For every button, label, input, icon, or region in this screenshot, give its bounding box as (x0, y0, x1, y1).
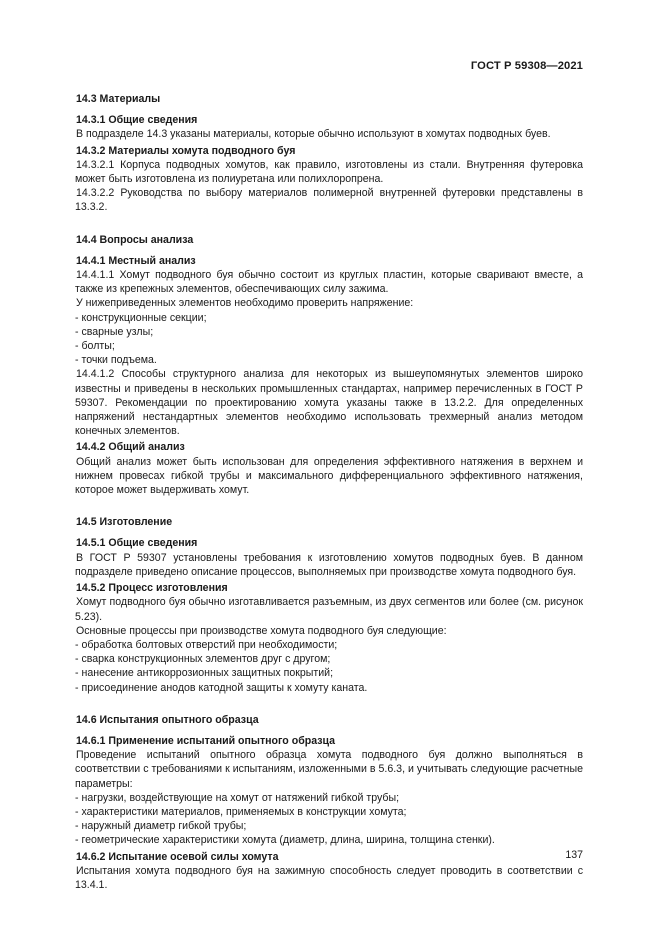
section-14-6-2-title: 14.6.2 Испытание осевой силы хомута (76, 850, 279, 863)
section-14-6-title: 14.6 Испытания опытного образца (76, 713, 259, 726)
section-14-5-1-text: В ГОСТ Р 59307 установлены требования к изготовлению хомутов подводных буев. В данном подразделе приведено описание процессов, выполняемых при производстве хомута подводного буя. (75, 551, 583, 578)
list-item: - нагрузки, воздействующие на хомут от натяжений гибкой трубы; (75, 791, 400, 804)
section-14-4-2-title: 14.4.2 Общий анализ (76, 441, 185, 454)
list-item: - присоединение анодов катодной защиты к хомуту каната. (75, 681, 368, 694)
list-item: - обработка болтовых отверстий при необходимости; (75, 638, 338, 651)
section-14-3-title: 14.3 Материалы (76, 93, 161, 105)
section-14-4-1-1-text: 14.4.1.1 Хомут подводного буя обычно состоит из круглых пластин, которые сваривают вместе, а также из крепежных элементов, обеспечивающих силу зажима. (75, 269, 583, 296)
page-content (75, 92, 583, 892)
section-14-5-2-p1-text: Хомут подводного буя обычно изготавливается разъемным, из двух сегментов или более (см. рисунок 5.23). (75, 596, 583, 623)
section-14-5-2-title: 14.5.2 Процесс изготовления (76, 582, 228, 595)
document-code-header: ГОСТ Р 59308—2021 (470, 60, 583, 72)
section-14-5-title: 14.5 Изготовление (76, 516, 173, 529)
section-14-3-1-title: 14.3.1 Общие сведения (76, 114, 198, 127)
list-item: - характеристики материалов, применяемых в конструкции хомута; (75, 805, 407, 818)
list-item: - сварка конструкционных элементов друг с другом; (75, 653, 331, 666)
section-14-6-2-text: Испытания хомута подводного буя на зажимную способность следует проводить в соответствии с 13.4.1. (75, 864, 583, 891)
list-item: - точки подъема. (75, 354, 157, 367)
list-item: - болты; (75, 340, 115, 353)
section-14-6-1-text: Проведение испытаний опытного образца хомута подводного буя должно выполняться в соответствии с требованиями к испытаниям, изложенными в 5.6.3, и учитывать следующие расчетные параметры: (75, 749, 583, 790)
list-item: - конструкционные секции; (75, 311, 207, 324)
page-number: 137 (565, 849, 583, 861)
section-14-4-1-title: 14.4.1 Местный анализ (76, 254, 196, 267)
section-14-5-1-title: 14.5.1 Общие сведения (76, 537, 198, 550)
section-14-4-1-2-text: 14.4.1.2 Способы структурного анализа для некоторых из вышеупомянутых элементов широко известны и приведены в нескольких промышленных стандартах, например перечисленных в ГОСТ Р 59307. Рекомендации по проектированию хомута указаны также в 13.2.2. Для определенных напряжений нестандартных элементов необходимо использовать трехмерный анализ методом конечных элементов. (75, 368, 583, 438)
list-item: - геометрические характеристики хомута (диаметр, длина, ширина, толщина стенки). (75, 834, 495, 847)
section-14-6-1-title: 14.6.1 Применение испытаний опытного образца (76, 734, 336, 747)
list-item: - сварные узлы; (75, 325, 154, 338)
section-14-4-title: 14.4 Вопросы анализа (76, 233, 194, 246)
section-14-4-2-text: Общий анализ может быть использован для определения эффективного натяжения в верхнем и нижнем провесах гибкой трубы и максимального дифференциального эффективного натяжения, которое может выдерживать хомут. (75, 455, 583, 497)
section-14-4-1-lead-text: У нижеприведенных элементов необходимо проверить напряжение: (76, 297, 414, 310)
section-14-3-2-2-text: 14.3.2.2 Руководства по выбору материалов полимерной внутренней футеровки представлены в 13.3.2. (75, 187, 583, 214)
list-item: - нанесение антикоррозионных защитных покрытий; (75, 667, 334, 680)
section-14-3-1-text: В подразделе 14.3 указаны материалы, которые обычно используют в хомутах подводных буев. (76, 128, 551, 141)
section-14-5-2-p2-text: Основные процессы при производстве хомута подводного буя следующие: (76, 624, 447, 637)
section-14-3-2-title: 14.3.2 Материалы хомута подводного буя (76, 144, 296, 157)
section-14-3-2-1-text: 14.3.2.1 Корпуса подводных хомутов, как правило, изготовлены из стали. Внутренняя футеровка может быть изготовлена из полиуретана или полихлоропрена. (75, 158, 583, 186)
list-item: - наружный диаметр гибкой трубы; (75, 820, 247, 833)
